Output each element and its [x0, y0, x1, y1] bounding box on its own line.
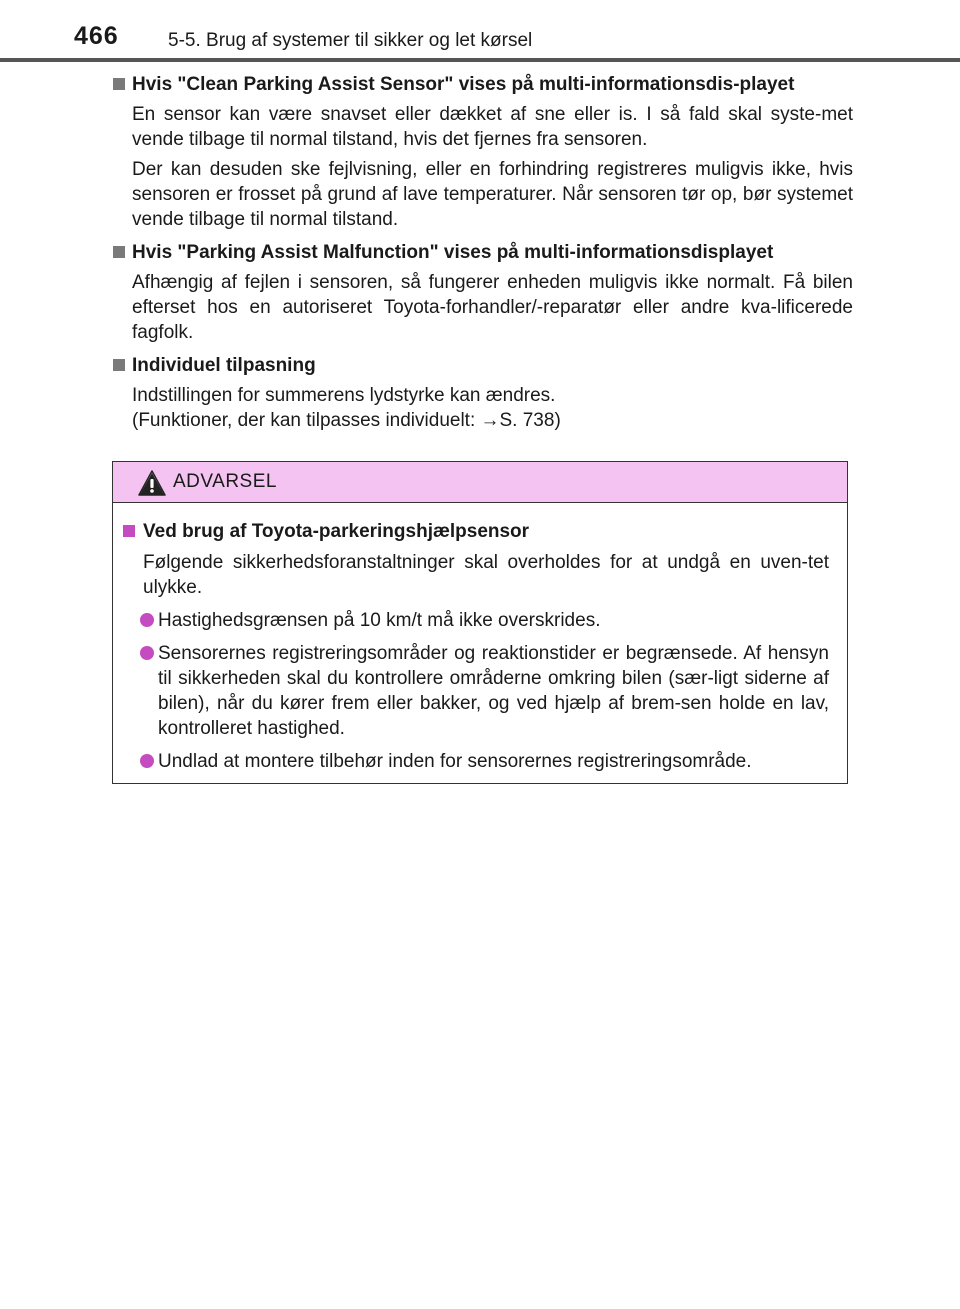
- circle-bullet-icon: [140, 754, 154, 768]
- warning-triangle-icon: [138, 470, 166, 496]
- warning-body: [113, 503, 847, 774]
- warning-title: ADVARSEL: [173, 471, 277, 492]
- square-bullet-icon: [113, 359, 125, 371]
- section-heading: Individuel tilpasning: [113, 353, 853, 378]
- warning-item: Sensorernes registreringsområder og reaktionstider er begrænsede. Af hensyn til sikkerheden skal du kontrollere områderne omkring bilen (sær-ligt siderne af bilen), når du kører frem eller bakker, og ved hjælp af brem-sen holde en lav, kontrolleret hastighed.: [123, 641, 829, 741]
- circle-bullet-icon: [140, 613, 154, 627]
- warning-intro: Følgende sikkerhedsforanstaltninger skal overholdes for at undgå en uven-tet ulykke.: [143, 552, 829, 598]
- warning-header: [113, 462, 847, 503]
- paragraph: Der kan desuden ske fejlvisning, eller en forhindring registreres muligvis ikke, hvis sensoren er frosset på grund af lave temperaturer. Når sensoren tør op, bør systemet vende tilbage til normal tilstand.: [132, 159, 853, 230]
- page-reference: (Funktioner, der kan tilpasses individuelt: →S. 738): [132, 410, 561, 431]
- warning-item: Undlad at montere tilbehør inden for sensorernes registreringsområde.: [123, 749, 829, 774]
- main-content: [113, 72, 853, 441]
- page-number: 466: [74, 22, 119, 50]
- section-malfunction: [113, 240, 853, 345]
- paragraph: Afhængig af fejlen i sensoren, så fungerer enheden muligvis ikke normalt. Få bilen efterset hos en autoriseret Toyota-forhandler/-reparatør eller andre kva-lificerede fagfolk.: [132, 272, 853, 343]
- paragraph: En sensor kan være snavset eller dækket af sne eller is. I så fald skal syste-met vende tilbage til normal tilstand, hvis det fjernes fra sensoren.: [132, 104, 853, 150]
- section-clean-sensor: [113, 72, 853, 232]
- paragraph: Indstillingen for summerens lydstyrke kan ændres.: [132, 385, 556, 406]
- square-bullet-icon: [113, 246, 125, 258]
- section-heading: Hvis "Parking Assist Malfunction" vises på multi-informationsdisplayet: [113, 240, 853, 265]
- warning-heading: Ved brug af Toyota-parkeringshjælpsensor: [123, 519, 829, 544]
- square-bullet-icon: [123, 525, 135, 537]
- circle-bullet-icon: [140, 646, 154, 660]
- page-header: [0, 0, 960, 60]
- warning-item: Hastighedsgrænsen på 10 km/t må ikke overskrides.: [123, 608, 829, 633]
- chapter-title: 5-5. Brug af systemer til sikker og let kørsel: [168, 30, 533, 51]
- section-heading: Hvis "Clean Parking Assist Sensor" vises på multi-informationsdis-playet: [113, 72, 853, 97]
- square-bullet-icon: [113, 78, 125, 90]
- warning-box: [112, 461, 848, 784]
- section-customization: [113, 353, 853, 433]
- header-rule: [0, 58, 960, 62]
